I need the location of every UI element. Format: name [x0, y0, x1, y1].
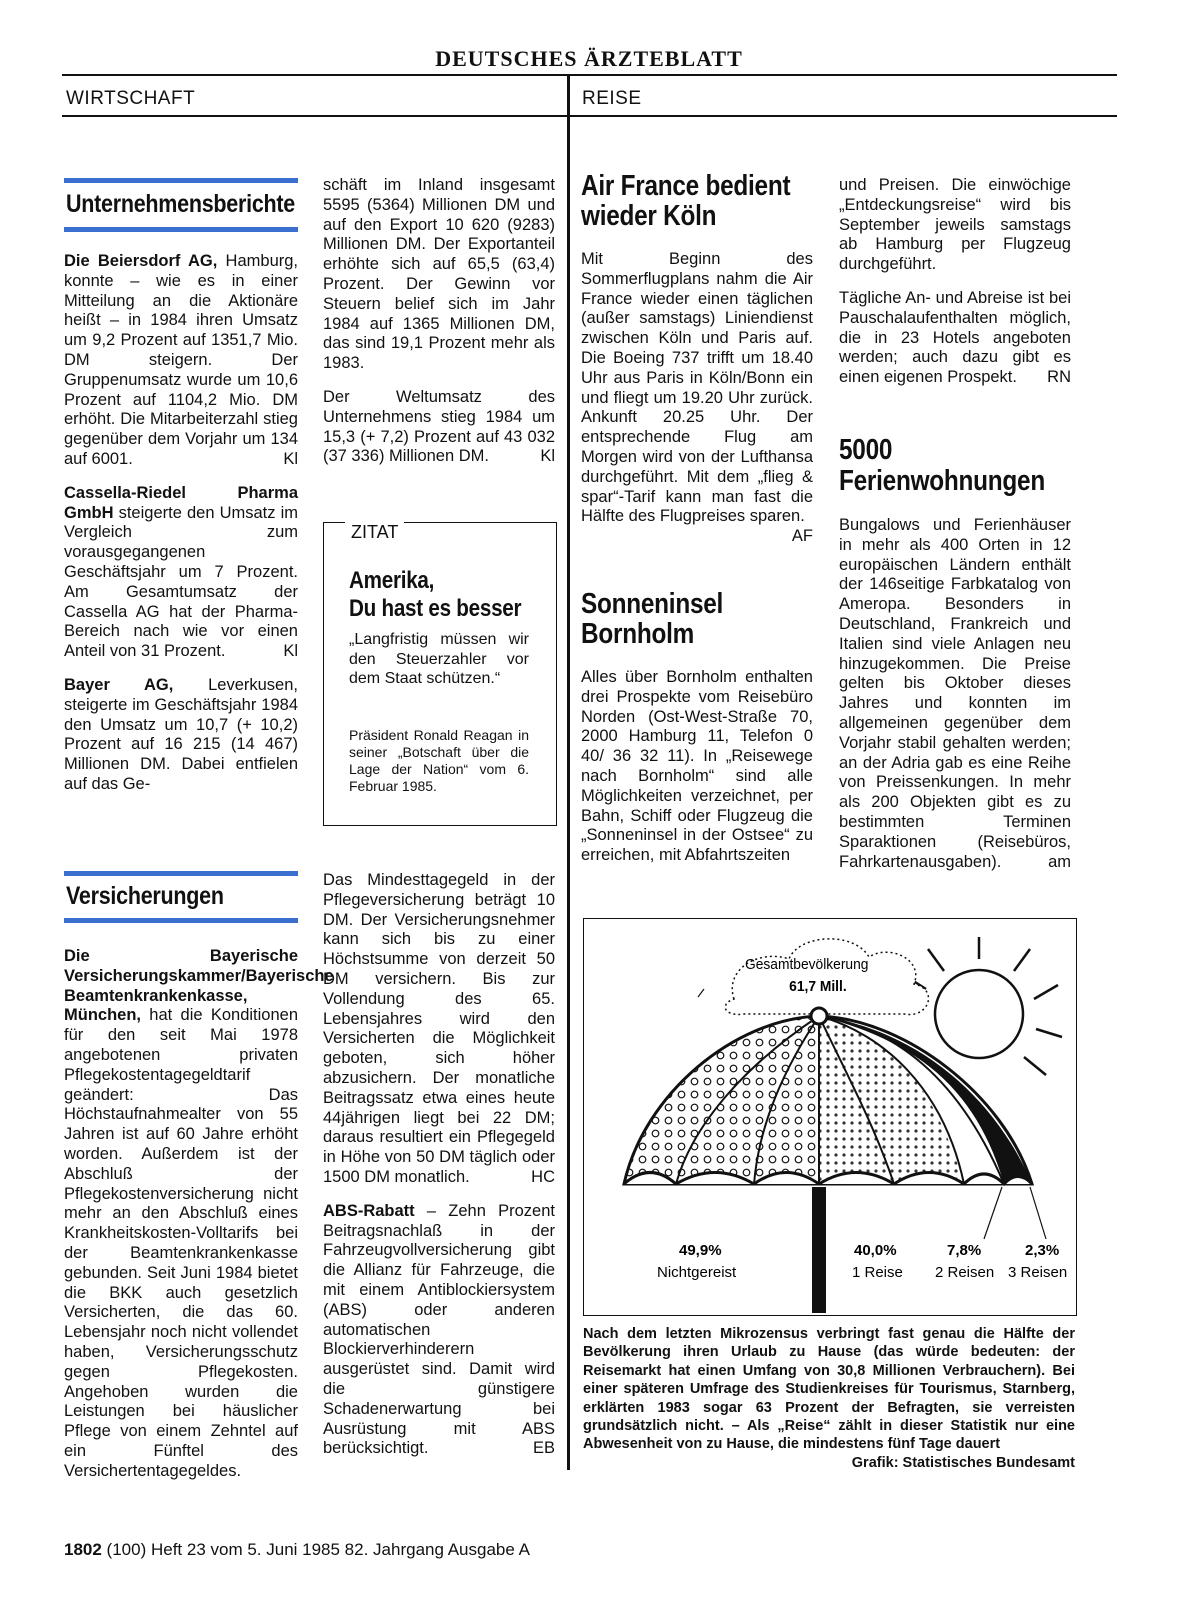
graphic-caption: Nach dem letzten Mikrozensus verbringt fast genau die Hälfte der Bevölkerung ihren Urlaub zu Hause (das würde bedeuten: der Reisemarkt hat einen Umfang von 30,8 Millionen Verbrauchern). Bei einer späteren Umfrage des Studienkreises für Tourismus, Starnberg, erklärten 1983 sogar 63 Prozent der Befragten, sie verreisten grundsätzlich nicht. – Als „Reise“ zählt in dieser Statistik nur eine Abwesenheit von zu Hause, die mindestens fünf Tage dauert Grafik: Statistisches Bundesamt [583, 1326, 1075, 1471]
sign: Kl [540, 447, 555, 466]
blue-bar-bottom [64, 227, 298, 232]
segment-3-value: 2,3% [1025, 1242, 1060, 1259]
sign: AF [791, 527, 813, 546]
umbrella-shaft [812, 1187, 826, 1313]
footer [64, 1540, 530, 1560]
col3-bornholm: Alles über Bornholm enthalten drei Prospekte vom Reisebüro Norden (Ost-West-Straße 70, 2000 Hamburg 11, Telefon 0 40/ 36 32 11). In „Reisewege nach Bornholm“ sind alle Möglichkeiten verzeichnet, per Bahn, Schiff oder Flugzeug die „Sonneninsel in der Ostsee“ zu erreichen, mit Abfahrtszeiten [581, 668, 813, 865]
sign: am [1048, 852, 1071, 871]
cloud-label-2: 61,7 Mill. [789, 978, 847, 996]
segment-0-value: 49,9% [679, 1242, 722, 1259]
zitat-label: ZITAT [345, 510, 404, 554]
blue-bar-top [64, 871, 298, 876]
col1-unternehmen [64, 252, 298, 809]
article-weltumsatz: Der Weltumsatz des Unternehmens stieg 1984 um 15,3 (+ 7,2) Prozent auf 43 032 (37 336) Millionen DM. Kl [323, 387, 555, 466]
segment-0-label: Nichtgereist [657, 1264, 737, 1281]
sign: EB [532, 1439, 555, 1458]
col2-versicherungen [323, 871, 555, 1473]
top-rule [62, 74, 1117, 76]
heading-ferienwohnungen: Ferienwohnungen [839, 465, 1045, 497]
zitat-source: Präsident Ronald Reagan in seiner „Botschaft über die Lage der Nation“ vom 6. Februar 1985. [349, 727, 529, 794]
column-divider [567, 75, 570, 1470]
issue-info: (100) Heft 23 vom 5. Juni 1985 82. Jahrgang Ausgabe A [101, 1540, 530, 1559]
sign: HC [531, 1167, 555, 1186]
sign: Kl [283, 449, 298, 468]
heading-versicherungen: Versicherungen [66, 882, 224, 910]
col4-ferienwohnungen: Bungalows und Ferienhäuser in mehr als 400 Orten in 12 europäischen Ländern enthält der 146seitige Farbkatalog von Ameropa. Besonders in Deutschland, Frankreich und Italien sind viele Anlagen neu hinzugekommen. Die Preise gelten bis Oktober dieses Jahres und konnten im allgemeinen gegenüber dem Vorjahr stabil gehalten werden; an der Adria gab es eine Reihe von Preissenkungen. In mehr als 200 Objekten gibt es zu bestimmten Terminen Sparaktionen (Reisebüros, Fahrkartenausgaben). am [839, 516, 1071, 871]
heading-airfrance-2: wieder Köln [581, 200, 717, 232]
section-wirtschaft: WIRTSCHAFT [66, 88, 196, 109]
section-reise: REISE [582, 88, 642, 109]
segment-2-label: 2 Reisen [935, 1264, 995, 1281]
zitat-title-2: Du hast es besser [349, 595, 522, 622]
segment-3-label: 3 Reisen [1008, 1264, 1068, 1281]
blue-bar-bottom [64, 918, 298, 923]
zitat-title-1: Amerika, [349, 567, 435, 594]
graphic-credit: Grafik: Statistisches Bundesamt [851, 1454, 1075, 1471]
heading-bornholm-2: Bornholm [581, 618, 695, 650]
col2-unternehmen [323, 176, 555, 481]
article-beiersdorf: Die Beiersdorf AG, Hamburg, konnte – wie es in einer Mitteilung an die Aktionäre heißt – in 1984 ihren Umsatz um 9,2 Prozent auf 1351,7 Mio. DM steigern. Der Gruppenumsatz wurde um 10,6 Prozent auf 1104,2 Mio. DM erhöht. Die Mitarbeiterzahl stieg gegenüber dem Vorjahr um 134 auf 6001. Kl [64, 252, 298, 468]
col1-versicherungen [64, 947, 334, 1496]
heading-airfrance-1: Air France bedient [581, 170, 791, 202]
article-cassella: Cassella-Riedel Pharma GmbH steigerte den Umsatz im Vergleich zum vorausgegangenen Geschäftsjahr um 7 Prozent. Am Gesamtumsatz der Cassella AG hat der Pharma-Bereich nach wie vor einen Anteil von 31 Prozent. Kl [64, 483, 298, 661]
zitat-quote: „Langfristig müssen wir den Steuerzahler vor dem Staat schützen.“ [349, 631, 529, 687]
col3-airfrance: Mit Beginn des Sommerflugplans nahm die Air France wieder einen täglichen (außer samstags) Liniendienst zwischen Köln und Paris auf. Die Boeing 737 trifft um 18.40 Uhr aus Paris in Köln/Bonn ein und fliegt um 19.20 Uhr zurück. Ankunft 20.25 Uhr. Der entsprechende Flug am Morgen wird von der Lufthansa durchgeführt. Mit dem „flieg & spar“-Tarif kann man fast die Hälfte des Flugpreises sparen. AF [581, 250, 813, 546]
article-bayer-cont: schäft im Inland insgesamt 5595 (5364) Millionen DM und auf den Export 10 620 (9283) Millionen DM. Der Exportanteil erhöhte sich auf 65,5 (63,4) Prozent. Der Gewinn vor Steuern belief sich im Jahr 1984 auf 1365 Millionen DM, das sind 19,1 Prozent mehr als 1983. [323, 176, 555, 373]
cloud-label-1: Gesamtbevölkerung [745, 956, 869, 974]
heading-bornholm-1: Sonneninsel [581, 588, 724, 620]
page-number: 1802 [64, 1540, 102, 1559]
cloud-icon [725, 939, 928, 1015]
heading-5000: 5000 [839, 434, 893, 466]
segment-2-value: 7,8% [947, 1242, 982, 1259]
segment-1-label: 1 Reise [852, 1264, 903, 1281]
article-mindesttagegeld: Das Mindesttagegeld in der Pflegeversicherung beträgt 10 DM. Der Versicherungsnehmer kann sich bis zu einer Höchstsumme von derzeit 50 DM versichern. Bis zur Vollendung des 65. Lebensjahres wird den Versicherten die Möglichkeit geboten, sich höher abzusichern. Der monatliche Beitragssatz etwa eines heute 44jährigen liegt bei 22 DM; daraus resultiert ein Pflegegeld in Höhe von 50 DM täglich oder 1500 DM monatlich. HC [323, 871, 555, 1186]
heading-unternehmensberichte: Unternehmensberichte [66, 190, 296, 218]
segment-1-value: 40,0% [854, 1242, 897, 1259]
section-rule [62, 115, 1117, 117]
blue-bar-top [64, 178, 298, 183]
article-bayerische: Die Bayerische Versicherungskammer/Bayerische Beamtenkrankenkasse, München, hat die Konditionen für den seit Mai 1978 angebotenen privaten Pflegekostentagegeldtarif geändert: Das Höchstaufnahmealter von 55 Jahren ist auf 60 Jahre erhöht worden. Außerdem ist der Abschluß der Pflegekostenversicherung nicht mehr an den Abschluß eines Krankheitskosten-Volltarifs bei der Beamtenkrankenkasse gebunden. Seit Juni 1984 bietet die BKK auch gesetzlich Versicherten, die das 60. Lebensjahr noch nicht vollendet haben, Versicherungsschutz gegen Pflegekosten. Angehoben wurden die Leistungen bei häuslicher Pflege von einem Zehntel auf ein Fünftel des Versichertentagegeldes. [64, 947, 334, 1480]
sign: RN [1047, 368, 1071, 387]
col4-bornholm-cont: und Preisen. Die einwöchige „Entdeckungsreise“ wird bis September jeweils samstags ab Hamburg per Flugzeug durchgeführt. Tägliche An- und Abreise ist bei Pauschalaufenthalten möglich, die in 23 Hotels angeboten werden; auch dazu gibt es einen eigenen Prospekt. RN [839, 176, 1071, 387]
article-abs-rabatt: ABS-Rabatt – Zehn Prozent Beitragsnachlaß in der Fahrzeugvollversicherung gibt die Allianz für Fahrzeuge, die mit einem Antiblockiersystem (ABS) oder anderen automatischen Blockierverhinderern ausgerüstet sind. Damit wird die günstigere Schadenerwartung bei Ausrüstung mit ABS berücksichtigt. EB [323, 1201, 555, 1458]
sign: Kl [283, 642, 298, 661]
article-bayer: Bayer AG, Leverkusen, steigerte im Geschäftsjahr 1984 den Umsatz um 10,7 (+ 10,2) Prozent auf 16 215 (14 467) Millionen DM. Dabei entfielen auf das Ge- [64, 675, 298, 793]
umbrella-graphic [584, 919, 1074, 1313]
masthead: DEUTSCHES ÄRZTEBLATT [435, 46, 743, 71]
